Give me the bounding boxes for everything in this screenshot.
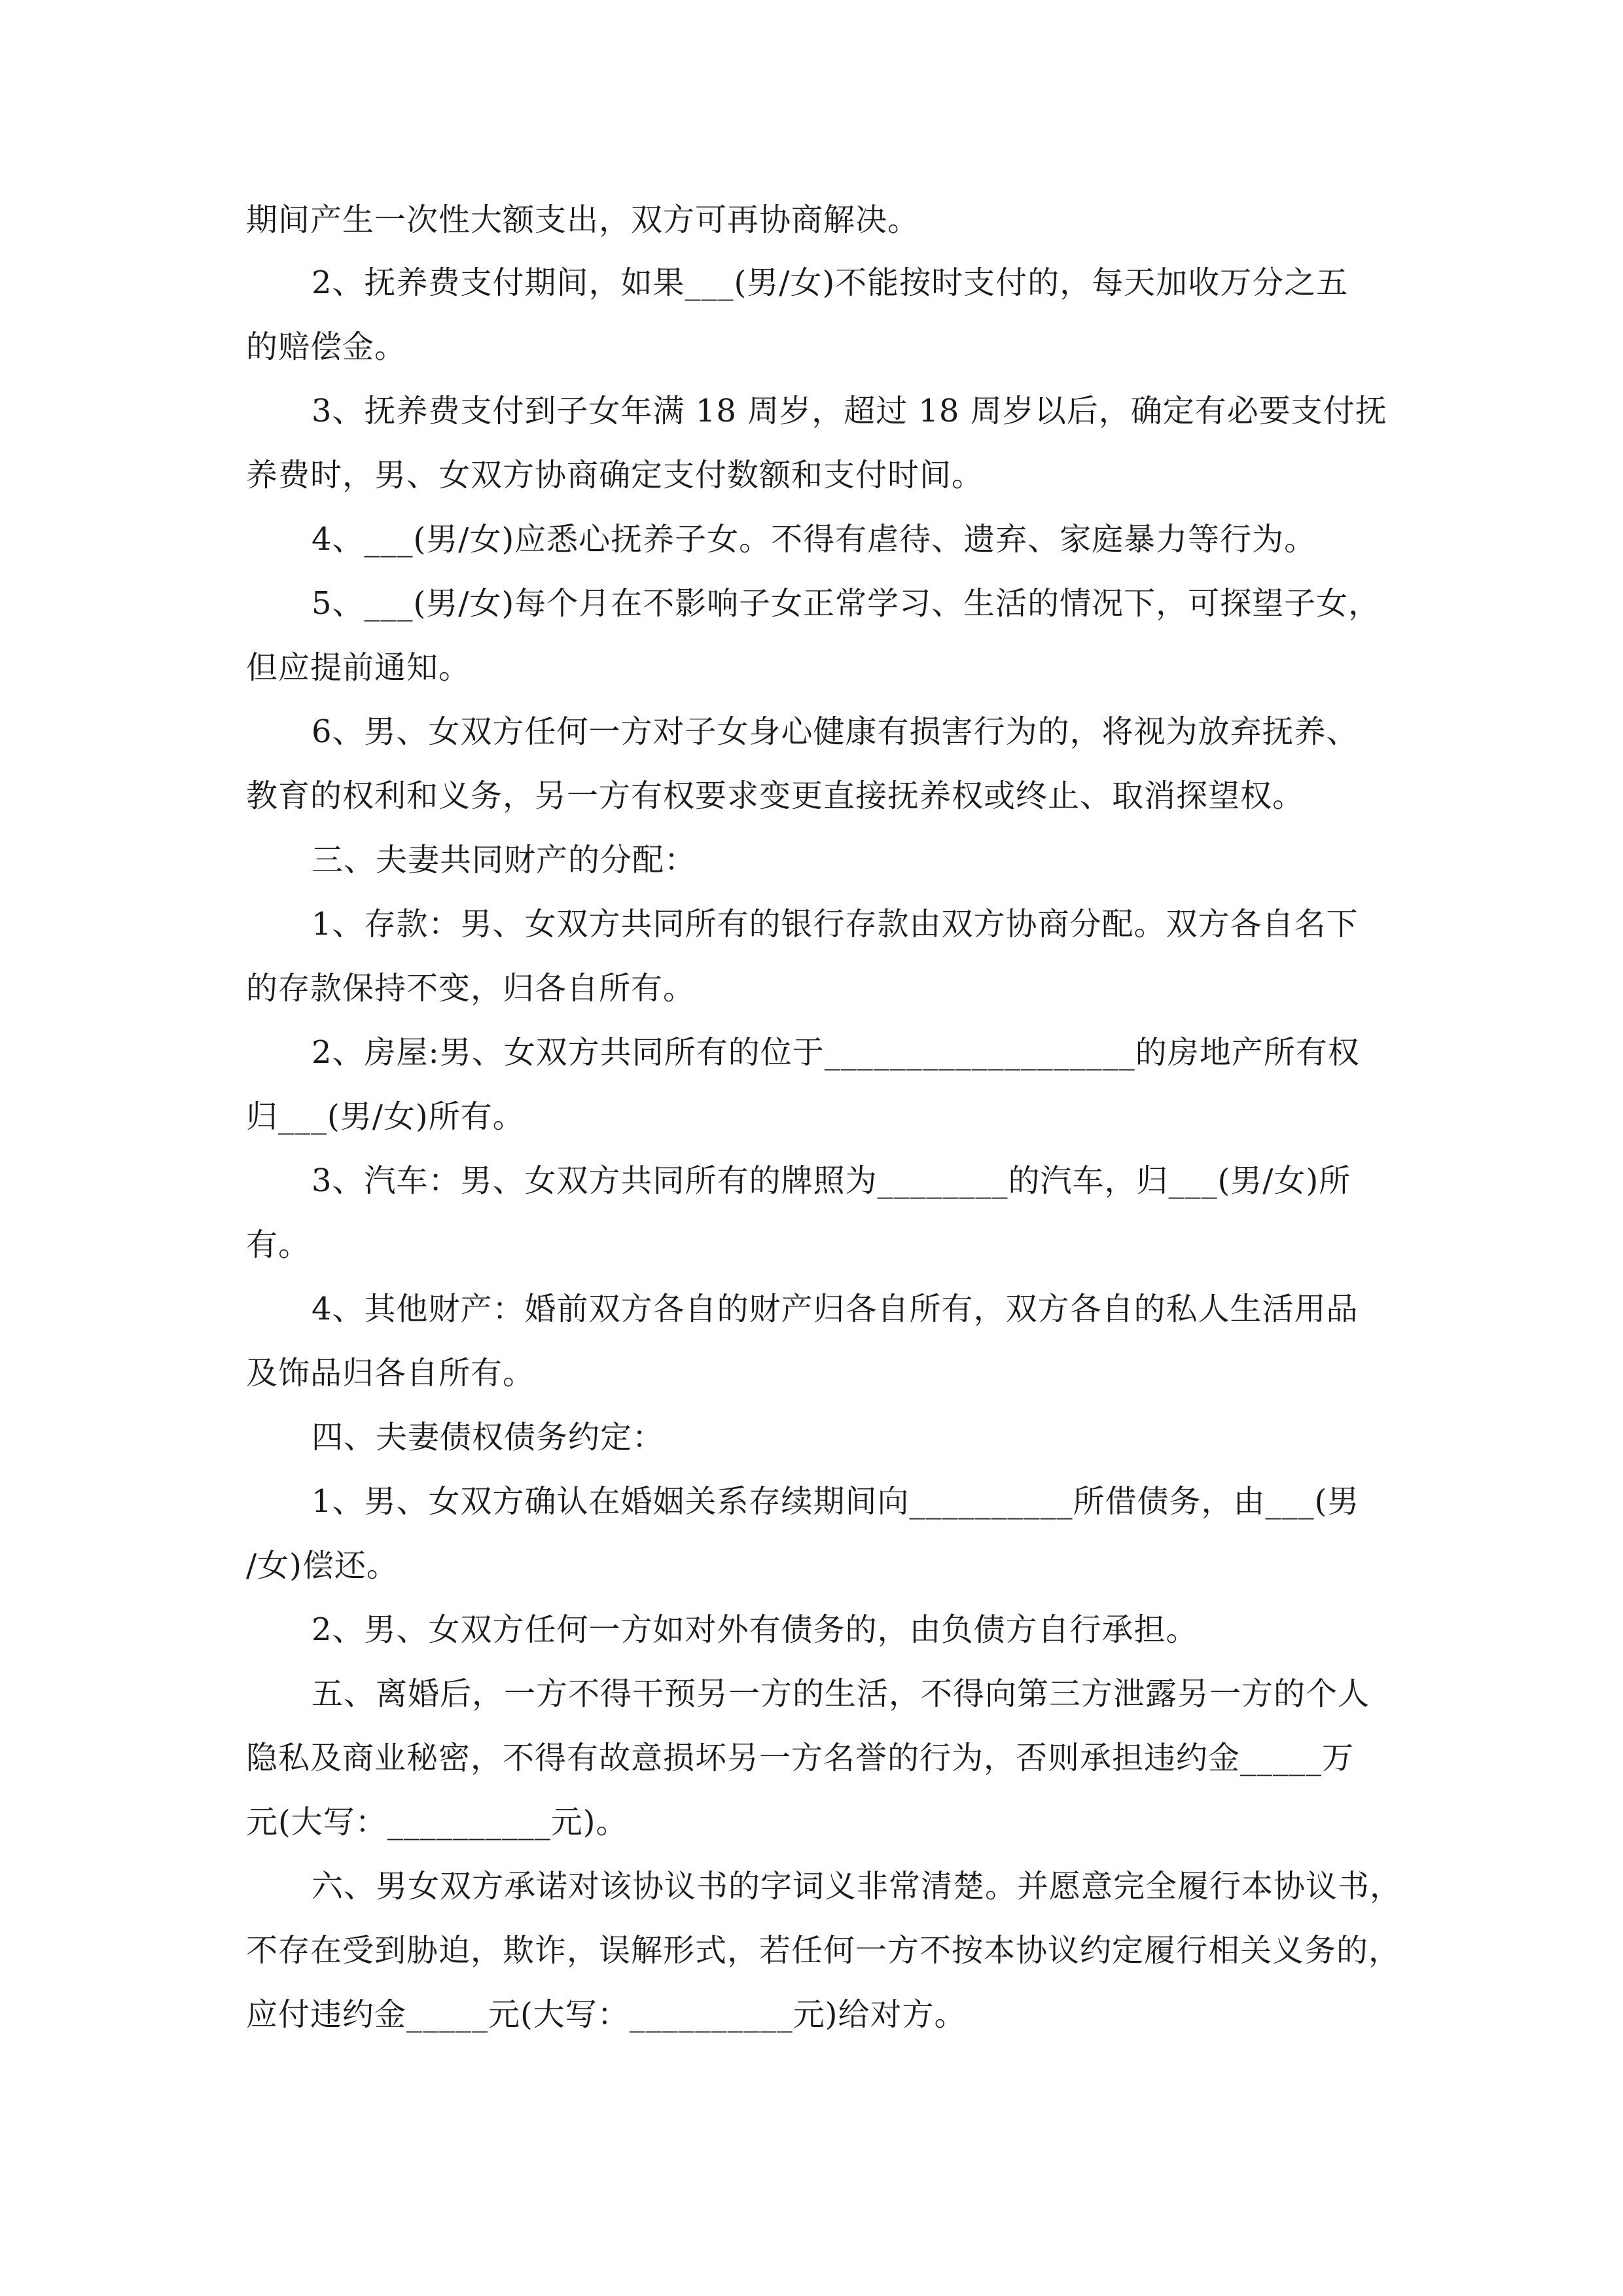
text-line-5: 养费时，男、女双方协商确定支付数额和支付时间。 (246, 457, 984, 493)
section-heading-6: 六、男女双方承诺对该协议书的字词义非常清楚。并愿意完全履行本协议书， (312, 1868, 1402, 1905)
text-line-25: 隐私及商业秘密，不得有故意损坏另一方名誉的行为，否则承担违约金_____万 (246, 1740, 1355, 1776)
text-line-17: 有。 (246, 1227, 311, 1263)
text-line-22: /女)偿还。 (246, 1547, 399, 1584)
text-line-19: 及饰品归各自所有。 (246, 1355, 535, 1391)
text-line-15: 归___(男/女)所有。 (246, 1098, 525, 1135)
section-heading-4: 四、夫妻债权债务约定： (312, 1419, 665, 1456)
text-line-6: 4、___(男/女)应悉心抚养子女。不得有虐待、遗弃、家庭暴力等行为。 (312, 521, 1317, 558)
text-line-16: 3、汽车：男、女双方共同所有的牌照为________的汽车，归___(男/女)所 (312, 1162, 1351, 1199)
section-heading-3: 三、夫妻共同财产的分配： (312, 842, 697, 878)
text-line-12: 1、存款：男、女双方共同所有的银行存款由双方协商分配。双方各自名下 (312, 906, 1359, 942)
text-line-10: 教育的权利和义务，另一方有权要求变更直接抚养权或终止、取消探望权。 (246, 778, 1305, 814)
text-line-29: 应付违约金_____元(大写：__________元)给对方。 (246, 1996, 967, 2033)
text-line-14: 2、房屋:男、女双方共同所有的位于___________________的房地产所有权 (312, 1034, 1360, 1071)
text-line-9: 6、男、女双方任何一方对子女身心健康有损害行为的，将视为放弃抚养、 (312, 713, 1359, 750)
text-line-2: 2、抚养费支付期间，如果___(男/女)不能按时支付的，每天加收万分之五 (312, 264, 1349, 301)
text-line-7: 5、___(男/女)每个月在不影响子女正常学习、生活的情况下，可探望子女， (312, 585, 1381, 622)
text-line-18: 4、其他财产：婚前双方各自的财产归各自所有，双方各自的私人生活用品 (312, 1291, 1359, 1327)
text-line-4: 3、抚养费支付到子女年满 18 周岁，超过 18 周岁以后，确定有必要支付抚 (312, 393, 1387, 429)
text-line-26: 元(大写：__________元)。 (246, 1804, 628, 1840)
text-line-8: 但应提前通知。 (246, 649, 471, 686)
text-line-21: 1、男、女双方确认在婚姻关系存续期间向__________所借债务，由___(男 (312, 1483, 1360, 1520)
text-line-28: 不存在受到胁迫，欺诈，误解形式，若任何一方不按本协议约定履行相关义务的， (246, 1932, 1401, 1969)
text-line-1: 期间产生一次性大额支出，双方可再协商解决。 (246, 202, 920, 238)
text-line-23: 2、男、女双方任何一方如对外有债务的，由负债方自行承担。 (312, 1611, 1198, 1648)
text-line-3: 的赔偿金。 (246, 329, 407, 365)
text-line-13: 的存款保持不变，归各自所有。 (246, 970, 696, 1007)
section-heading-5: 五、离婚后，一方不得干预另一方的生活，不得向第三方泄露另一方的个人 (312, 1676, 1370, 1712)
